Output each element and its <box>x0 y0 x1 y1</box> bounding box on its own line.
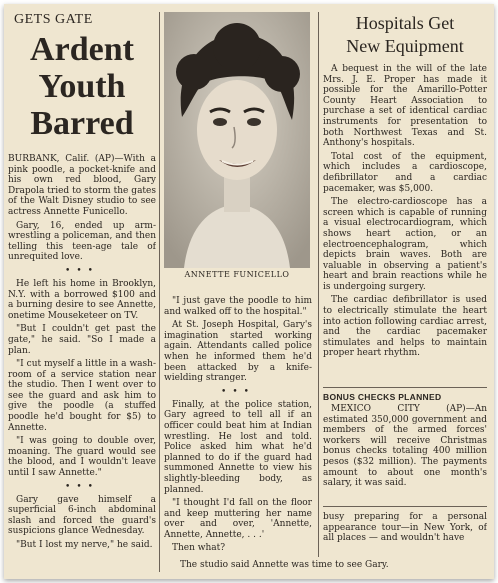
story-paragraph: "But I couldn't get past the gate," he said. "So I made a plan. <box>8 324 156 356</box>
overflow-text: busy preparing for a personal appearance tour—in New York, of all places — and wouldn't have <box>323 512 487 544</box>
hospital-paragraph: The cardiac defibrillator is used to electrically stimulate the heart into action following cardiac arrest, and the cardiac pacemaker stimulates and helps to maintain proper heart rhythm. <box>323 295 487 359</box>
story-column-1 <box>8 12 156 572</box>
hospital-column <box>323 12 487 384</box>
story-paragraph: He left his home in Brooklyn, N.Y. with a borrowed $100 and a burning desire to see Annette, onetime Mouseketeer on TV. <box>8 278 156 321</box>
story-paragraph: At St. Joseph Hospital, Gary's imagination started working again. Attendants called police when he informed them he'd been attacked by a knife-wielding stranger. <box>164 320 312 384</box>
bonus-paragraph: MEXICO CITY (AP)—An estimated 350,000 government and members of the armed forces' workers will receive Christmas bonus checks totaling 400 million pesos ($32 million). The payments amount to about one month's salary, it was said. <box>323 404 487 489</box>
hospital-paragraph: A bequest in the will of the late Mrs. J. E. Proper has made it possible for the Amarillo-Potter County Heart Association to purchase a set of identical cardiac instruments for presentation to both Northwest Texas and St. Anthony's hospitals. <box>323 64 487 149</box>
story-paragraph: Gary gave himself a superficial 6-inch abdominal slash and forced the guard's suspicions glance Wednesday. <box>8 494 156 537</box>
hospital-paragraph: The electro-cardioscope has a screen which is capable of running a visual electrocardiogram, which shows heart action, or an electroencephalogram, which depicts brain waves. Both are valuable in observing a patient's heart and brain reactions while he is undergoing surgery. <box>323 197 487 292</box>
section-dots: ••• <box>221 386 255 397</box>
story-paragraph: "But I lost my nerve," he said. <box>16 540 153 550</box>
story-closing-line: The studio said Annette was time to see Gary. <box>180 560 389 570</box>
story-column-2 <box>164 296 312 554</box>
newspaper-clipping <box>4 4 494 579</box>
story-paragraph: "I just gave the poodle to him and walked off to the hospital." <box>164 296 312 317</box>
story-paragraph: Finally, at the police station, Gary agreed to tell all if an officer could beat him at Indian wrestling. He lost and told. Police asked him what he'd planned to do if the guard had summoned Annette to view his slightly-bleeding body, as planned. <box>164 399 312 495</box>
story-kicker: GETS GATE <box>14 12 93 27</box>
bonus-column <box>323 392 487 502</box>
portrait-image <box>164 12 310 268</box>
story-paragraph: "I cut myself a little in a wash-room of a service station near the studio. Then I went over to see the guard and ask him to give the poodle (a stuffed poodle he'd bought for $5) to Annette. <box>8 359 156 433</box>
story-headline <box>8 31 156 142</box>
hospital-headline-line-2: New Equipment <box>346 36 464 56</box>
overflow-column <box>323 512 487 562</box>
headline-line-2: Youth <box>38 68 126 105</box>
hospital-headline <box>323 12 487 58</box>
section-dots: ••• <box>65 265 99 276</box>
headline-line-1: Ardent <box>30 31 134 68</box>
column-rule <box>159 12 160 572</box>
photo-caption: ANNETTE FUNICELLO <box>184 270 290 279</box>
story-paragraph: BURBANK, Calif. (AP)—With a pink poodle, a pocket-knife and his own red blood, Gary Drapola tried to storm the gates of the Walt Disney studio to see actress Annette Funicello. <box>8 154 156 217</box>
section-rule <box>323 506 487 507</box>
story-paragraph: Then what? <box>172 543 226 554</box>
actress-photo <box>164 12 310 268</box>
headline-line-3: Barred <box>30 105 134 142</box>
hospital-headline-line-1: Hospitals Get <box>355 13 455 33</box>
story-paragraph: "I thought I'd fall on the floor and keep muttering her name over and over, 'Annette, Annette, Annette, . . .' <box>164 498 312 540</box>
story-paragraph: Gary, 16, ended up arm-wrestling a policeman, and then telling this teen-age tale of unrequited love. <box>8 220 156 263</box>
hospital-paragraph: Total cost of the equipment, which includes a cardioscope, defibrillator and a cardiac pacemaker, was $5,000. <box>323 151 487 194</box>
section-rule <box>323 387 487 388</box>
section-dots: ••• <box>65 481 99 492</box>
story-paragraph: "I was going to double over, moaning. The guard would see the blood, and I wouldn't leave until I saw Annette." <box>8 436 156 479</box>
bonus-subhead: BONUS CHECKS PLANNED <box>323 392 442 402</box>
column-rule <box>318 12 319 557</box>
